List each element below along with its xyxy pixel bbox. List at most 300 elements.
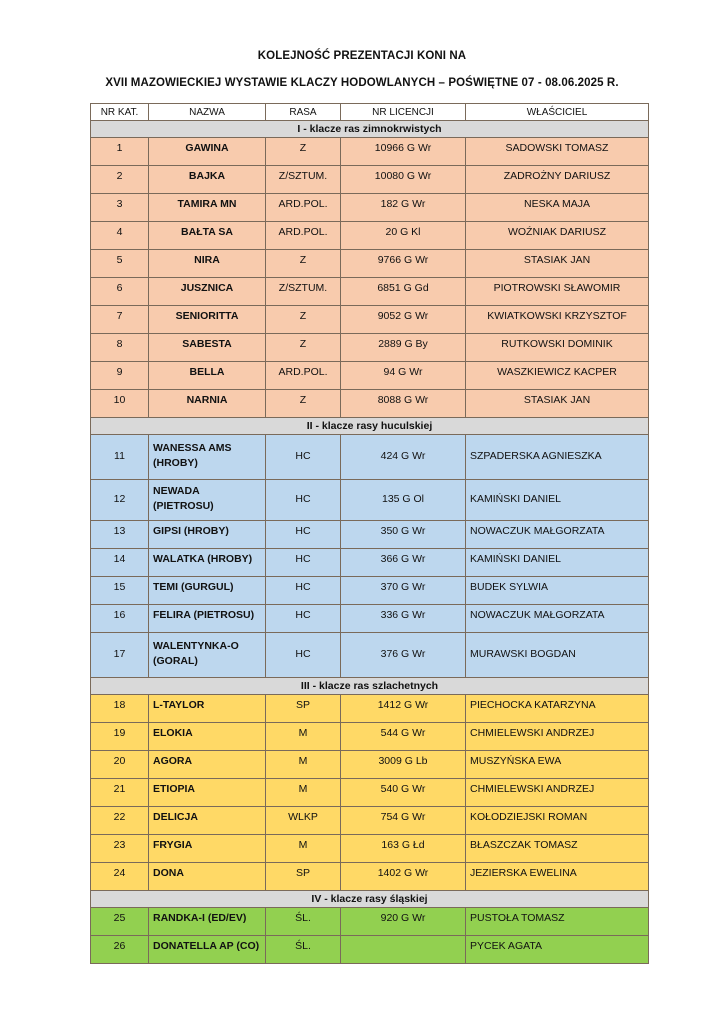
- owner-name-cell: [466, 807, 649, 835]
- catalog-number-cell: [91, 166, 149, 194]
- license-number: 20 G Kl: [385, 226, 421, 238]
- horse-name: ELOKIA: [153, 727, 193, 739]
- license-number-cell: [341, 751, 466, 779]
- catalog-number: 17: [113, 647, 126, 660]
- breed-cell: [266, 695, 341, 723]
- owner-name: CHMIELEWSKI ANDRZEJ: [470, 783, 595, 795]
- license-number: 350 G Wr: [380, 525, 426, 537]
- catalog-number-cell: [91, 936, 149, 964]
- license-number: 366 G Wr: [380, 553, 426, 565]
- horse-name: WALENTYNKA-O (GORAL): [153, 640, 239, 667]
- horse-name-cell: [149, 605, 266, 633]
- table-row: [91, 779, 649, 807]
- horse-name: L-TAYLOR: [153, 699, 205, 711]
- owner-name-cell: [466, 480, 649, 521]
- table-row: [91, 751, 649, 779]
- license-number: 135 G Ol: [381, 492, 425, 505]
- owner-name: SZPADERSKA AGNIESZKA: [470, 449, 602, 462]
- license-number-cell: [341, 222, 466, 250]
- license-number: 6851 G Gd: [377, 282, 429, 294]
- horse-name: WANESSA AMS (HROBY): [153, 442, 232, 469]
- catalog-number-cell: [91, 605, 149, 633]
- column-header-wlasciciel: WŁAŚCICIEL: [466, 104, 649, 121]
- catalog-number-cell: [91, 908, 149, 936]
- presentation-order-table: [90, 103, 649, 964]
- breed-cell: [266, 521, 341, 549]
- license-number-cell: [341, 835, 466, 863]
- horse-name-cell: [149, 835, 266, 863]
- owner-name-cell: [466, 334, 649, 362]
- horse-name-cell: [149, 306, 266, 334]
- owner-name: KOŁODZIEJSKI ROMAN: [470, 811, 588, 823]
- breed-cell: [266, 278, 341, 306]
- table-row: [91, 435, 649, 480]
- license-number-cell: [341, 521, 466, 549]
- horse-name: SENIORITTA: [175, 310, 239, 322]
- owner-name: RUTKOWSKI DOMINIK: [501, 338, 613, 350]
- table-row: [91, 549, 649, 577]
- table-row: [91, 138, 649, 166]
- catalog-number: 13: [113, 525, 126, 537]
- table-row: [91, 807, 649, 835]
- breed-cell: [266, 779, 341, 807]
- breed-cell: [266, 633, 341, 678]
- breed: Z: [299, 338, 307, 350]
- horse-name-cell: [149, 166, 266, 194]
- owner-name-cell: [466, 194, 649, 222]
- owner-name-cell: [466, 549, 649, 577]
- license-number: [345, 947, 461, 953]
- breed: Z: [299, 142, 307, 154]
- breed-cell: [266, 549, 341, 577]
- owner-name: KWIATKOWSKI KRZYSZTOF: [487, 310, 627, 322]
- catalog-number: 26: [113, 940, 126, 952]
- license-number: 10966 G Wr: [374, 142, 432, 154]
- owner-name-cell: [466, 605, 649, 633]
- owner-name: MUSZYŃSKA EWA: [470, 755, 562, 767]
- license-number: 94 G Wr: [383, 366, 423, 378]
- catalog-number: 24: [113, 867, 126, 879]
- owner-name: ZADROŻNY DARIUSZ: [503, 170, 611, 182]
- catalog-number: 19: [113, 727, 126, 739]
- horse-name-cell: [149, 250, 266, 278]
- breed-cell: [266, 605, 341, 633]
- license-number-cell: [341, 605, 466, 633]
- owner-name-cell: [466, 936, 649, 964]
- license-number-cell: [341, 807, 466, 835]
- section-header-row: [91, 121, 649, 138]
- catalog-number-cell: [91, 480, 149, 521]
- license-number: 3009 G Lb: [378, 755, 428, 767]
- catalog-number-cell: [91, 435, 149, 480]
- breed: SP: [295, 699, 310, 711]
- breed: HC: [295, 647, 311, 660]
- breed: M: [298, 727, 308, 739]
- horse-name-cell: [149, 577, 266, 605]
- catalog-number: 21: [113, 783, 126, 795]
- owner-name-cell: [466, 779, 649, 807]
- owner-name-cell: [466, 863, 649, 891]
- breed-cell: [266, 835, 341, 863]
- catalog-number: 7: [116, 310, 123, 322]
- owner-name-cell: [466, 835, 649, 863]
- breed: ARD.POL.: [278, 198, 328, 210]
- catalog-number-cell: [91, 723, 149, 751]
- horse-name: AGORA: [153, 755, 193, 767]
- column-header-nazwa: NAZWA: [149, 104, 266, 121]
- catalog-number-cell: [91, 863, 149, 891]
- table-row: [91, 334, 649, 362]
- license-number: 182 G Wr: [380, 198, 426, 210]
- license-number: 8088 G Wr: [377, 394, 429, 406]
- catalog-number-cell: [91, 549, 149, 577]
- document-title: KOLEJNOŚĆ PREZENTACJI KONI NA: [257, 50, 467, 62]
- table-row: [91, 480, 649, 521]
- section-header-row: [91, 678, 649, 695]
- license-number-cell: [341, 908, 466, 936]
- horse-name: NARNIA: [186, 394, 228, 406]
- catalog-number: 22: [113, 811, 126, 823]
- owner-name-cell: [466, 278, 649, 306]
- license-number-cell: [341, 723, 466, 751]
- owner-name: WOŹNIAK DARIUSZ: [507, 226, 606, 238]
- license-number: 376 G Wr: [380, 647, 426, 660]
- horse-name: DONATELLA AP (CO): [153, 940, 260, 952]
- owner-name: MURAWSKI BOGDAN: [470, 647, 576, 660]
- owner-name: NOWACZUK MAŁGORZATA: [470, 609, 605, 621]
- catalog-number: 1: [116, 142, 123, 154]
- horse-name-cell: [149, 723, 266, 751]
- table-row: [91, 278, 649, 306]
- license-number-cell: [341, 577, 466, 605]
- horse-name-cell: [149, 549, 266, 577]
- license-number-cell: [341, 390, 466, 418]
- catalog-number: 10: [113, 394, 126, 406]
- table-row: [91, 577, 649, 605]
- owner-name: BUDEK SYLWIA: [470, 581, 548, 593]
- license-number-cell: [341, 334, 466, 362]
- catalog-number: 14: [113, 553, 126, 565]
- column-header-nr-kat: NR KAT.: [91, 104, 149, 121]
- catalog-number-cell: [91, 334, 149, 362]
- catalog-number: 25: [113, 912, 126, 924]
- breed: HC: [295, 553, 311, 565]
- horse-name: SABESTA: [182, 338, 232, 350]
- table-header-row: [91, 104, 649, 121]
- owner-name-cell: [466, 138, 649, 166]
- catalog-number: 20: [113, 755, 126, 767]
- owner-name-cell: [466, 723, 649, 751]
- horse-name: TEMI (GURGUL): [153, 581, 234, 593]
- owner-name-cell: [466, 362, 649, 390]
- breed-cell: [266, 222, 341, 250]
- horse-name: GAWINA: [185, 142, 229, 154]
- breed-cell: [266, 138, 341, 166]
- table-row: [91, 695, 649, 723]
- breed-cell: [266, 435, 341, 480]
- owner-name-cell: [466, 306, 649, 334]
- catalog-number: 12: [113, 492, 126, 505]
- breed-cell: [266, 863, 341, 891]
- breed-cell: [266, 751, 341, 779]
- horse-name: FELIRA (PIETROSU): [153, 609, 255, 621]
- owner-name: PIOTROWSKI SŁAWOMIR: [493, 282, 621, 294]
- horse-name: ETIOPIA: [153, 783, 196, 795]
- horse-name: RANDKA-I (ED/EV): [153, 912, 247, 924]
- catalog-number-cell: [91, 779, 149, 807]
- owner-name-cell: [466, 521, 649, 549]
- horse-name: WALATKA (HROBY): [153, 553, 253, 565]
- catalog-number-cell: [91, 278, 149, 306]
- owner-name-cell: [466, 695, 649, 723]
- breed-cell: [266, 908, 341, 936]
- license-number-cell: [341, 306, 466, 334]
- owner-name-cell: [466, 166, 649, 194]
- license-number: 9052 G Wr: [377, 310, 429, 322]
- breed-cell: [266, 577, 341, 605]
- license-number-cell: [341, 549, 466, 577]
- license-number-cell: [341, 435, 466, 480]
- owner-name-cell: [466, 390, 649, 418]
- horse-name-cell: [149, 695, 266, 723]
- breed: Z: [299, 254, 307, 266]
- table-row: [91, 633, 649, 678]
- table-row: [91, 390, 649, 418]
- table-row: [91, 306, 649, 334]
- owner-name: STASIAK JAN: [523, 394, 591, 406]
- breed-cell: [266, 362, 341, 390]
- horse-name-cell: [149, 521, 266, 549]
- owner-name: NOWACZUK MAŁGORZATA: [470, 525, 605, 537]
- owner-name-cell: [466, 250, 649, 278]
- license-number: 9766 G Wr: [377, 254, 429, 266]
- owner-name-cell: [466, 435, 649, 480]
- catalog-number: 2: [116, 170, 123, 182]
- owner-name: BŁASZCZAK TOMASZ: [470, 839, 578, 851]
- document-subtitle: XVII MAZOWIECKIEJ WYSTAWIE KLACZY HODOWLANYCH – POŚWIĘTNE 07 - 08.06.2025 R.: [105, 77, 619, 89]
- catalog-number: 11: [114, 449, 125, 462]
- license-number: 163 G Łd: [381, 839, 425, 851]
- breed: Z: [299, 310, 307, 322]
- license-number-cell: [341, 138, 466, 166]
- catalog-number: 8: [116, 338, 123, 350]
- horse-name: GIPSI (HROBY): [153, 525, 229, 537]
- license-number-cell: [341, 480, 466, 521]
- horse-name: NIRA: [194, 254, 220, 266]
- horse-name: DONA: [153, 867, 184, 879]
- catalog-number: 6: [116, 282, 123, 294]
- license-number-cell: [341, 695, 466, 723]
- owner-name: NESKA MAJA: [524, 198, 590, 210]
- license-number-cell: [341, 633, 466, 678]
- owner-name: CHMIELEWSKI ANDRZEJ: [470, 727, 595, 739]
- horse-name: BAJKA: [188, 170, 226, 182]
- horse-name: NEWADA (PIETROSU): [153, 485, 214, 512]
- table-row: [91, 605, 649, 633]
- horse-name-cell: [149, 807, 266, 835]
- table-row: [91, 222, 649, 250]
- owner-name-cell: [466, 751, 649, 779]
- table-row: [91, 194, 649, 222]
- breed: Z: [299, 394, 307, 406]
- owner-name-cell: [466, 222, 649, 250]
- catalog-number-cell: [91, 222, 149, 250]
- horse-name-cell: [149, 633, 266, 678]
- catalog-number-cell: [91, 633, 149, 678]
- license-number-cell: [341, 166, 466, 194]
- horse-name-cell: [149, 222, 266, 250]
- horse-name: BAŁTA SA: [181, 226, 233, 238]
- license-number-cell: [341, 250, 466, 278]
- horse-name-cell: [149, 194, 266, 222]
- license-number: 920 G Wr: [380, 912, 426, 924]
- horse-name: DELICJA: [153, 811, 198, 823]
- license-number-cell: [341, 278, 466, 306]
- license-number: 754 G Wr: [380, 811, 426, 823]
- breed: M: [298, 755, 308, 767]
- license-number: 370 G Wr: [380, 581, 426, 593]
- horse-name-cell: [149, 779, 266, 807]
- breed: HC: [295, 581, 311, 593]
- horse-name-cell: [149, 751, 266, 779]
- catalog-number-cell: [91, 577, 149, 605]
- breed: Z/SZTUM.: [278, 170, 328, 182]
- owner-name: KAMIŃSKI DANIEL: [470, 492, 562, 505]
- horse-name-cell: [149, 908, 266, 936]
- breed: ARD.POL.: [278, 226, 328, 238]
- section-label: III - klacze ras szlachetnych: [91, 678, 649, 695]
- table-row: [91, 521, 649, 549]
- breed: HC: [295, 449, 311, 462]
- breed-cell: [266, 390, 341, 418]
- owner-name-cell: [466, 633, 649, 678]
- horse-name: FRYGIA: [153, 839, 193, 851]
- horse-name-cell: [149, 138, 266, 166]
- catalog-number: 4: [116, 226, 123, 238]
- breed: M: [298, 839, 308, 851]
- catalog-number: 9: [116, 366, 123, 378]
- column-header-rasa: RASA: [266, 104, 341, 121]
- breed-cell: [266, 166, 341, 194]
- catalog-number-cell: [91, 835, 149, 863]
- breed-cell: [266, 723, 341, 751]
- column-header-nr-licencji: NR LICENCJI: [341, 104, 466, 121]
- catalog-number: 23: [113, 839, 126, 851]
- breed: ŚL.: [295, 940, 311, 952]
- license-number-cell: [341, 194, 466, 222]
- horse-name-cell: [149, 863, 266, 891]
- catalog-number: 15: [113, 581, 126, 593]
- breed: HC: [295, 492, 311, 505]
- breed-cell: [266, 936, 341, 964]
- catalog-number: 16: [113, 609, 126, 621]
- owner-name-cell: [466, 577, 649, 605]
- horse-name-cell: [149, 334, 266, 362]
- section-header-row: [91, 418, 649, 435]
- license-number: 1402 G Wr: [377, 867, 429, 879]
- breed: ARD.POL.: [278, 366, 328, 378]
- license-number-cell: [341, 779, 466, 807]
- table-row: [91, 863, 649, 891]
- license-number: 424 G Wr: [380, 449, 426, 462]
- owner-name: KAMIŃSKI DANIEL: [470, 553, 562, 565]
- breed: WLKP: [288, 811, 318, 823]
- horse-name-cell: [149, 435, 266, 480]
- catalog-number-cell: [91, 194, 149, 222]
- horse-name-cell: [149, 390, 266, 418]
- catalog-number-cell: [91, 807, 149, 835]
- catalog-number-cell: [91, 250, 149, 278]
- table-row: [91, 908, 649, 936]
- catalog-number: 3: [116, 198, 123, 210]
- owner-name: WASZKIEWICZ KACPER: [497, 366, 617, 378]
- owner-name: JEZIERSKA EWELINA: [470, 867, 577, 879]
- owner-name-cell: [466, 908, 649, 936]
- horse-name: JUSZNICA: [180, 282, 234, 294]
- catalog-number-cell: [91, 695, 149, 723]
- catalog-number-cell: [91, 306, 149, 334]
- owner-name: PUSTOŁA TOMASZ: [470, 912, 565, 924]
- license-number: 10080 G Wr: [374, 170, 432, 182]
- catalog-number-cell: [91, 138, 149, 166]
- catalog-number-cell: [91, 521, 149, 549]
- license-number: 1412 G Wr: [377, 699, 429, 711]
- table-row: [91, 936, 649, 964]
- owner-name: STASIAK JAN: [523, 254, 591, 266]
- catalog-number-cell: [91, 751, 149, 779]
- breed-cell: [266, 807, 341, 835]
- breed: M: [298, 783, 308, 795]
- breed-cell: [266, 250, 341, 278]
- section-header-row: [91, 891, 649, 908]
- breed-cell: [266, 194, 341, 222]
- horse-name-cell: [149, 362, 266, 390]
- horse-name-cell: [149, 480, 266, 521]
- catalog-number: 18: [113, 699, 126, 711]
- catalog-number: 5: [116, 254, 123, 266]
- horse-name-cell: [149, 936, 266, 964]
- breed: Z/SZTUM.: [278, 282, 328, 294]
- license-number: 540 G Wr: [380, 783, 426, 795]
- breed-cell: [266, 480, 341, 521]
- table-row: [91, 835, 649, 863]
- section-label: I - klacze ras zimnokrwistych: [91, 121, 649, 138]
- owner-name: PYCEK AGATA: [470, 940, 542, 952]
- license-number: 544 G Wr: [380, 727, 426, 739]
- breed: HC: [295, 525, 311, 537]
- horse-name: TAMIRA MN: [177, 198, 237, 210]
- license-number-cell: [341, 362, 466, 390]
- horse-name: BELLA: [189, 366, 225, 378]
- license-number: 336 G Wr: [380, 609, 426, 621]
- owner-name: SADOWSKI TOMASZ: [505, 142, 609, 154]
- table-row: [91, 362, 649, 390]
- owner-name: PIECHOCKA KATARZYNA: [470, 699, 596, 711]
- table-row: [91, 723, 649, 751]
- breed: SP: [295, 867, 310, 879]
- table-row: [91, 166, 649, 194]
- license-number-cell: [341, 936, 466, 964]
- section-label: IV - klacze rasy śląskiej: [91, 891, 649, 908]
- breed-cell: [266, 334, 341, 362]
- breed-cell: [266, 306, 341, 334]
- horse-name-cell: [149, 278, 266, 306]
- license-number-cell: [341, 863, 466, 891]
- table-row: [91, 250, 649, 278]
- breed: HC: [295, 609, 311, 621]
- section-label: II - klacze rasy huculskiej: [91, 418, 649, 435]
- catalog-number-cell: [91, 390, 149, 418]
